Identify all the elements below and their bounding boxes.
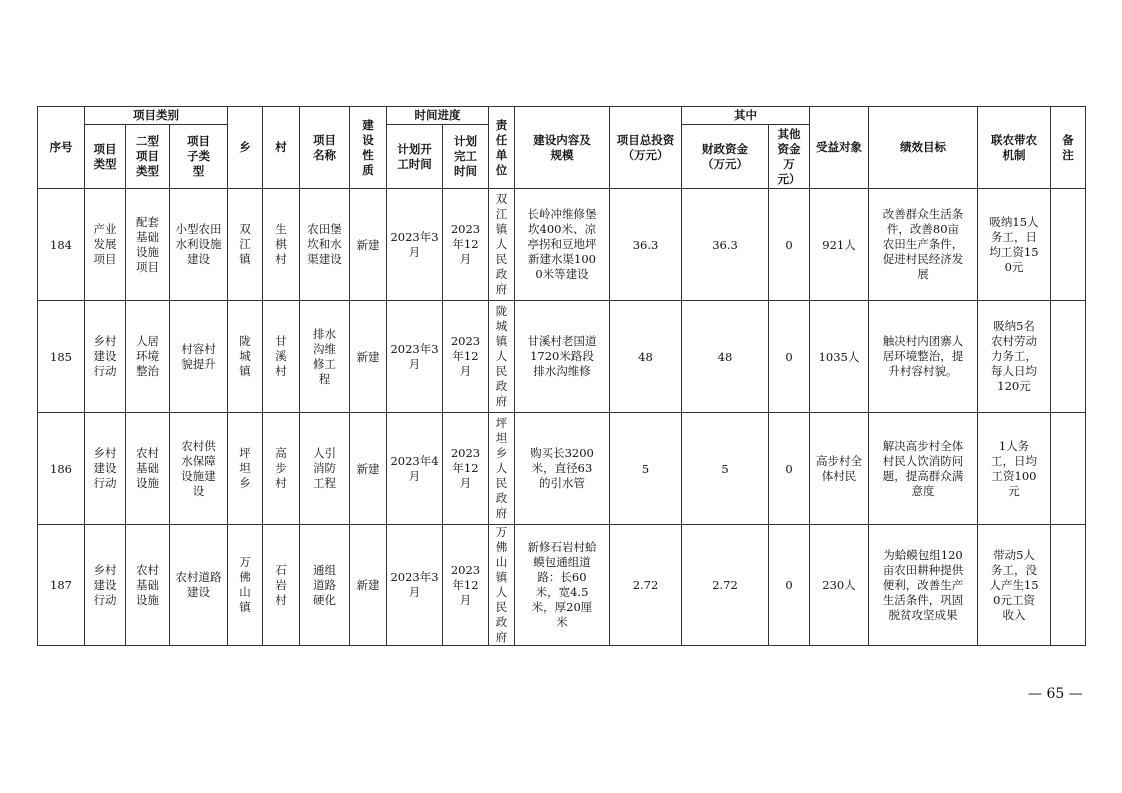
cell-total-investment: 5 [610, 413, 682, 525]
cell-beneficiaries: 230人 [810, 525, 869, 646]
cell-plan-end: 2023年12月 [443, 301, 489, 413]
header-plan-start: 计划开工时间 [387, 125, 443, 189]
cell-township: 陇城镇 [228, 301, 263, 413]
cell-seq: 187 [38, 525, 85, 646]
cell-village: 石岩村 [263, 525, 300, 646]
cell-farmer-link: 吸纳5名农村劳动力务工，每人日均120元 [978, 301, 1051, 413]
cell-plan-start: 2023年3月 [387, 189, 443, 301]
cell-village: 高步村 [263, 413, 300, 525]
cell-performance-goal: 触决村内团寨人居环境整治，提升村容村貌。 [869, 301, 978, 413]
cell-responsible-unit: 双江镇人民政府 [489, 189, 515, 301]
cell-sub-type: 农村供水保障设施建设 [170, 413, 228, 525]
cell-seq: 184 [38, 189, 85, 301]
cell-plan-end: 2023年12月 [443, 413, 489, 525]
header-level2-type: 二型项目类型 [126, 125, 170, 189]
cell-other-funds: 0 [769, 189, 810, 301]
cell-build-nature: 新建 [350, 301, 387, 413]
cell-fiscal-funds: 36.3 [682, 189, 769, 301]
header-remarks: 备注 [1051, 107, 1086, 189]
header-plan-end: 计划完工时间 [443, 125, 489, 189]
header-build-nature: 建设性质 [350, 107, 387, 189]
cell-sub-type: 农村道路建设 [170, 525, 228, 646]
header-township: 乡 [228, 107, 263, 189]
cell-content-scale: 甘溪村老国道1720米路段排水沟维修 [515, 301, 610, 413]
header-project-name: 项目名称 [300, 107, 350, 189]
cell-plan-start: 2023年4月 [387, 413, 443, 525]
header-project-type: 项目类型 [85, 125, 126, 189]
cell-project-name: 人引消防工程 [300, 413, 350, 525]
header-responsible-unit: 责任单位 [489, 107, 515, 189]
cell-plan-end: 2023年12月 [443, 525, 489, 646]
cell-build-nature: 新建 [350, 189, 387, 301]
cell-seq: 185 [38, 301, 85, 413]
header-performance-goal: 绩效目标 [869, 107, 978, 189]
cell-project-name: 农田堡坎和水渠建设 [300, 189, 350, 301]
cell-other-funds: 0 [769, 413, 810, 525]
cell-remarks [1051, 189, 1086, 301]
cell-fiscal-funds: 48 [682, 301, 769, 413]
header-total-investment: 项目总投资（万元） [610, 107, 682, 189]
cell-sub-type: 村容村貌提升 [170, 301, 228, 413]
header-progress-group: 时间进度 [387, 107, 489, 125]
header-other-funds: 其他资金万元） [769, 125, 810, 189]
cell-other-funds: 0 [769, 525, 810, 646]
cell-level2-type: 农村基础设施 [126, 525, 170, 646]
cell-project-type: 乡村建设行动 [85, 301, 126, 413]
cell-township: 双江镇 [228, 189, 263, 301]
cell-remarks [1051, 525, 1086, 646]
cell-total-investment: 36.3 [610, 189, 682, 301]
cell-responsible-unit: 万佛山镇人民政府 [489, 525, 515, 646]
cell-level2-type: 人居环境整治 [126, 301, 170, 413]
header-sub-type: 项目子类型 [170, 125, 228, 189]
cell-plan-end: 2023年12月 [443, 189, 489, 301]
cell-sub-type: 小型农田水利设施建设 [170, 189, 228, 301]
header-content-scale: 建设内容及规模 [515, 107, 610, 189]
cell-farmer-link: 1人务工，日均工资100元 [978, 413, 1051, 525]
cell-farmer-link: 吸纳15人务工，日均工资150元 [978, 189, 1051, 301]
cell-beneficiaries: 高步村全体村民 [810, 413, 869, 525]
header-category-group: 项目类别 [85, 107, 228, 125]
cell-project-name: 通组道路硬化 [300, 525, 350, 646]
header-seq: 序号 [38, 107, 85, 189]
header-row-1 [38, 107, 1086, 125]
table-row [38, 301, 1086, 413]
cell-project-name: 排水沟维修工程 [300, 301, 350, 413]
cell-village: 生棋村 [263, 189, 300, 301]
cell-content-scale: 新修石岩村蛤蟆包通组道路：长60米，宽4.5米，厚20厘米 [515, 525, 610, 646]
header-beneficiaries: 受益对象 [810, 107, 869, 189]
cell-plan-start: 2023年3月 [387, 301, 443, 413]
cell-other-funds: 0 [769, 301, 810, 413]
cell-responsible-unit: 陇城镇人民政府 [489, 301, 515, 413]
cell-fiscal-funds: 5 [682, 413, 769, 525]
cell-beneficiaries: 921人 [810, 189, 869, 301]
table-row [38, 525, 1086, 646]
cell-project-type: 乡村建设行动 [85, 525, 126, 646]
cell-level2-type: 配套基础设施项目 [126, 189, 170, 301]
cell-build-nature: 新建 [350, 525, 387, 646]
cell-farmer-link: 带动5人务工，没人产生150元工资收入 [978, 525, 1051, 646]
cell-total-investment: 2.72 [610, 525, 682, 646]
header-fiscal-funds: 财政资金（万元） [682, 125, 769, 189]
cell-remarks [1051, 301, 1086, 413]
page-number: — 65 — [1028, 686, 1083, 702]
cell-seq: 186 [38, 413, 85, 525]
cell-total-investment: 48 [610, 301, 682, 413]
cell-performance-goal: 改善群众生活条件，改善80亩农田生产条件，促进村民经济发展 [869, 189, 978, 301]
cell-fiscal-funds: 2.72 [682, 525, 769, 646]
cell-village: 甘溪村 [263, 301, 300, 413]
cell-remarks [1051, 413, 1086, 525]
cell-content-scale: 购买长3200米，直径63的引水管 [515, 413, 610, 525]
header-farmer-link: 联农带农机制 [978, 107, 1051, 189]
cell-content-scale: 长岭冲维修堡坎400米、凉亭拐和豆地坪新建水渠1000米等建设 [515, 189, 610, 301]
cell-responsible-unit: 坪坦乡人民政府 [489, 413, 515, 525]
cell-level2-type: 农村基础设施 [126, 413, 170, 525]
cell-township: 万佛山镇 [228, 525, 263, 646]
cell-project-type: 乡村建设行动 [85, 413, 126, 525]
table-row [38, 413, 1086, 525]
header-village: 村 [263, 107, 300, 189]
project-table [37, 106, 1086, 646]
cell-performance-goal: 解决高步村全体村民人饮消防问题，提高群众满意度 [869, 413, 978, 525]
cell-performance-goal: 为蛤蟆包组120亩农田耕种提供便利，改善生产生活条件，巩固脱贫攻坚成果 [869, 525, 978, 646]
header-among-group: 其中 [682, 107, 810, 125]
cell-project-type: 产业发展项目 [85, 189, 126, 301]
table-row [38, 189, 1086, 301]
cell-beneficiaries: 1035人 [810, 301, 869, 413]
cell-build-nature: 新建 [350, 413, 387, 525]
cell-township: 坪坦乡 [228, 413, 263, 525]
cell-plan-start: 2023年3月 [387, 525, 443, 646]
